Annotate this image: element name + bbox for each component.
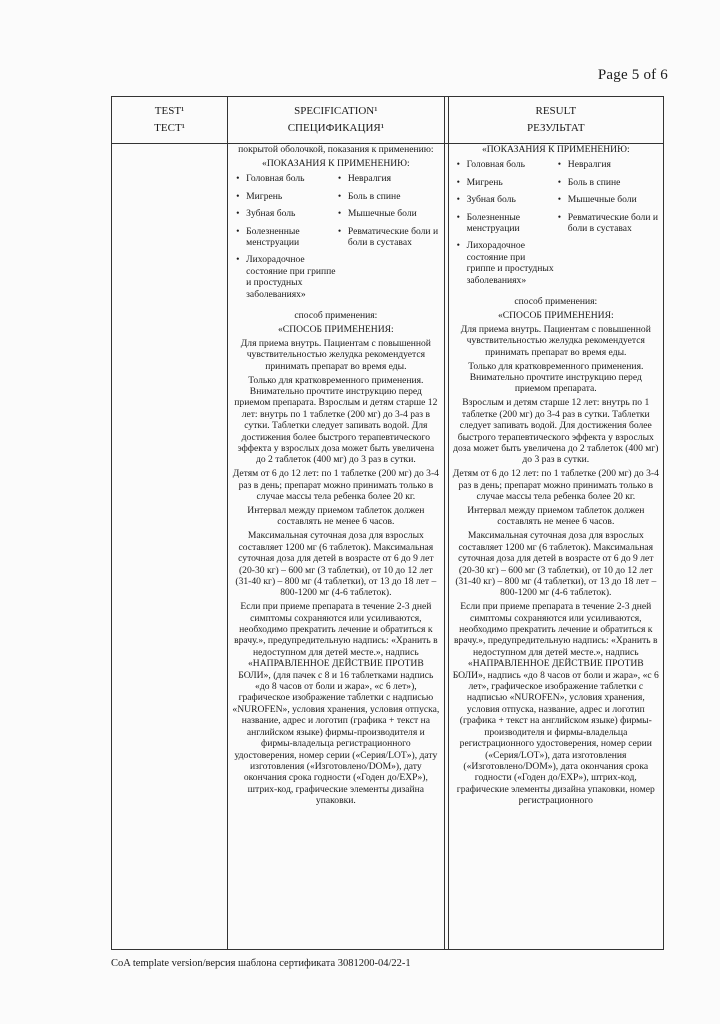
result-paragraph: Детям от 6 до 12 лет: по 1 таблетке (200 мг) до 3-4 раз в день; препарат можно принимать только в случае массы тела ребенка более 20 кг. — [452, 468, 659, 503]
list-item: • Зубная боль — [467, 194, 556, 205]
list-item: • Лихорадочное состояние при гриппе и простудных заболеваниях» — [467, 240, 556, 286]
spec-paragraph: Для приема внутрь. Пациентам с повышенной чувствительностью желудка рекомендуется принимать препарат во время еды. — [240, 337, 431, 372]
list-item: • Боль в спине — [568, 177, 659, 188]
list-item: • Болезненные менструации — [467, 212, 556, 235]
footer-template-version: CoA template version/версия шаблона сертификата 3081200-04/22-1 — [111, 958, 411, 969]
spec-paragraph: «СПОСОБ ПРИМЕНЕНИЯ: — [278, 323, 394, 335]
table-row — [112, 144, 663, 950]
list-item: • Невралгия — [348, 173, 440, 184]
result-paragraph: Для приема внутрь. Пациентам с повышенной чувствительностью желудка рекомендуется принимать препарат во время еды. — [460, 323, 651, 358]
spec-paragraph: Если при приеме препарата в течение 2-3 дней симптомы сохраняются или усиливаются, необходимо прекратить лечение и обратиться к врачу.», предупредительную надпись: «Хранить в недоступном для детей месте.», надпись «НАПРАВЛЕННОЕ ДЕЙСТВИЕ ПРОТИВ БОЛИ», (для пачек с 8 и 16 таблетками надпись «до 8 часов от боли и жара», «с 6 лет»), графическое изображение таблетки с надписью «NUROFEN», условия хранения, условия отпуска, название, адрес и логотип (графика + текст на английском языке) фирмы-производителя и фирмы-владельца регистрационного удостоверения, номер серии («Серия/LOT»), дату изготовления («Изготовлено/DOM»), дату окончания срока годности («Годен до/EXP»), штрих-код, графические элементы дизайна упаковки. — [232, 601, 440, 807]
result-indications-list — [453, 159, 659, 292]
spec-paragraph: способ применения: — [294, 309, 378, 321]
header-test-ru: ТЕСТ¹ — [154, 122, 185, 134]
list-item: • Мышечные боли — [568, 194, 659, 205]
spec-paragraph: Детям от 6 до 12 лет: по 1 таблетке (200 мг) до 3-4 раз в день; препарат можно принимать только в случае массы тела ребенка более 20 кг. — [232, 468, 439, 503]
list-item: • Невралгия — [568, 159, 659, 170]
result-paragraph: способ применения: — [514, 296, 598, 308]
header-test — [112, 97, 228, 143]
result-cell — [449, 144, 663, 950]
result-paragraph: Если при приеме препарата в течение 2-3 дней симптомы сохраняются или усиливаются, необходимо прекратить лечение и обратиться к врачу.», предупредительную надпись: «Хранить в недоступном для детей месте.», надпись «НАПРАВЛЕННОЕ ДЕЙСТВИЕ ПРОТИВ БОЛИ», надпись «до 8 часов от боли и жара», «с 6 лет», графическое изображение таблетки с надписью «NUROFEN», условия хранения, условия отпуска, название, адрес и логотип (графика + текст на английском языке) фирмы-производителя и фирмы-владельца регистрационного удостоверения, номер серии («Серия/LOT»), дата изготовления («Изготовлено/DOM»), дата окончания срока годности («Годен до/EXP»), штрих-код, графические элементы дизайна упаковки, номер регистрационного — [452, 601, 659, 807]
spec-paragraph: Максимальная суточная доза для взрослых составляет 1200 мг (6 таблеток). Максимальная суточная доза для детей в возрасте от 6 до 9 лет (20-30 кг) – 600 мг (3 таблетки), от 10 до 12 лет (31-40 кг) – 800 мг (4 таблетки), от 13 до 18 лет – 800-1200 мг (4-6 таблеток). — [235, 530, 437, 599]
list-item: • Головная боль — [246, 173, 336, 184]
list-item: • Лихорадочное состояние при гриппе и простудных заболеваниях» — [246, 254, 336, 300]
header-spec-ru: СПЕЦИФИКАЦИЯ¹ — [287, 122, 385, 134]
page-number: Page 5 of 6 — [597, 67, 668, 83]
list-item: • Ревматические боли и боли в суставах — [348, 226, 440, 249]
header-result-en: RESULT — [535, 105, 577, 117]
specification-cell — [228, 144, 444, 950]
result-paragraph: Только для кратковременного применения. Внимательно прочтите инструкцию перед приемом препарата. — [468, 360, 644, 395]
result-paragraph: Интервал между приемом таблеток должен составлять не менее 6 часов. — [467, 504, 645, 528]
spec-paragraph: Интервал между приемом таблеток должен составлять не менее 6 часов. — [247, 504, 425, 528]
list-item: • Мигрень — [246, 191, 336, 202]
result-paragraph: Максимальная суточная доза для взрослых составляет 1200 мг (6 таблеток). Максимальная суточная доза для детей в возрасте от 6 до 9 лет (20-30 кг) – 600 мг (3 таблетки), от 10 до 12 лет (31-40 кг) – 800 мг (4 таблетки), от 13 до 18 лет – 800-1200 мг (4-6 таблеток). — [455, 530, 657, 599]
list-item: • Мигрень — [467, 177, 556, 188]
list-item: • Мышечные боли — [348, 208, 440, 219]
list-item: • Болезненные менструации — [246, 226, 336, 249]
spec-intro: покрытой оболочкой, показания к применению: — [238, 144, 434, 155]
header-specification — [228, 97, 444, 143]
spec-paragraph: Только для кратковременного применения. Внимательно прочтите инструкцию перед приемом препарата. Взрослым и детям старше 12 лет: внутрь по 1 таблетке (200 мг) до 3-4 раз в сутки. Таблетки следует запивать водой. Для достижения более быстрого терапевтического эффекта у взрослых доза может быть увеличена до 2 таблеток (400 мг) до 3 раз в сутки. — [234, 374, 438, 466]
spec-indications-title: «ПОКАЗАНИЯ К ПРИМЕНЕНИЮ: — [262, 157, 410, 169]
list-item: • Зубная боль — [246, 208, 336, 219]
table-header — [112, 97, 663, 144]
result-paragraph: «СПОСОБ ПРИМЕНЕНИЯ: — [497, 309, 614, 321]
specification-table — [111, 96, 664, 950]
spec-indications-list — [232, 173, 439, 306]
list-item: • Боль в спине — [348, 191, 440, 202]
header-result — [449, 97, 663, 143]
list-item: • Ревматические боли и боли в суставах — [568, 212, 659, 235]
result-paragraph: Взрослым и детям старше 12 лет: внутрь по 1 таблетке (200 мг) до 3-4 раз в сутки. Таблетки следует запивать водой. Для достижения более быстрого терапевтического эффекта у взрослых доза может быть увеличена до 2 таблеток (400 мг) до 3 раз в сутки. — [453, 397, 659, 466]
header-result-ru: РЕЗУЛЬТАТ — [526, 122, 585, 134]
list-item: • Головная боль — [467, 159, 556, 170]
result-indications-title: «ПОКАЗАНИЯ К ПРИМЕНЕНИЮ: — [481, 144, 630, 155]
header-spec-en: SPECIFICATION¹ — [294, 105, 378, 117]
header-test-en: TEST¹ — [154, 105, 185, 117]
test-cell — [112, 144, 228, 950]
